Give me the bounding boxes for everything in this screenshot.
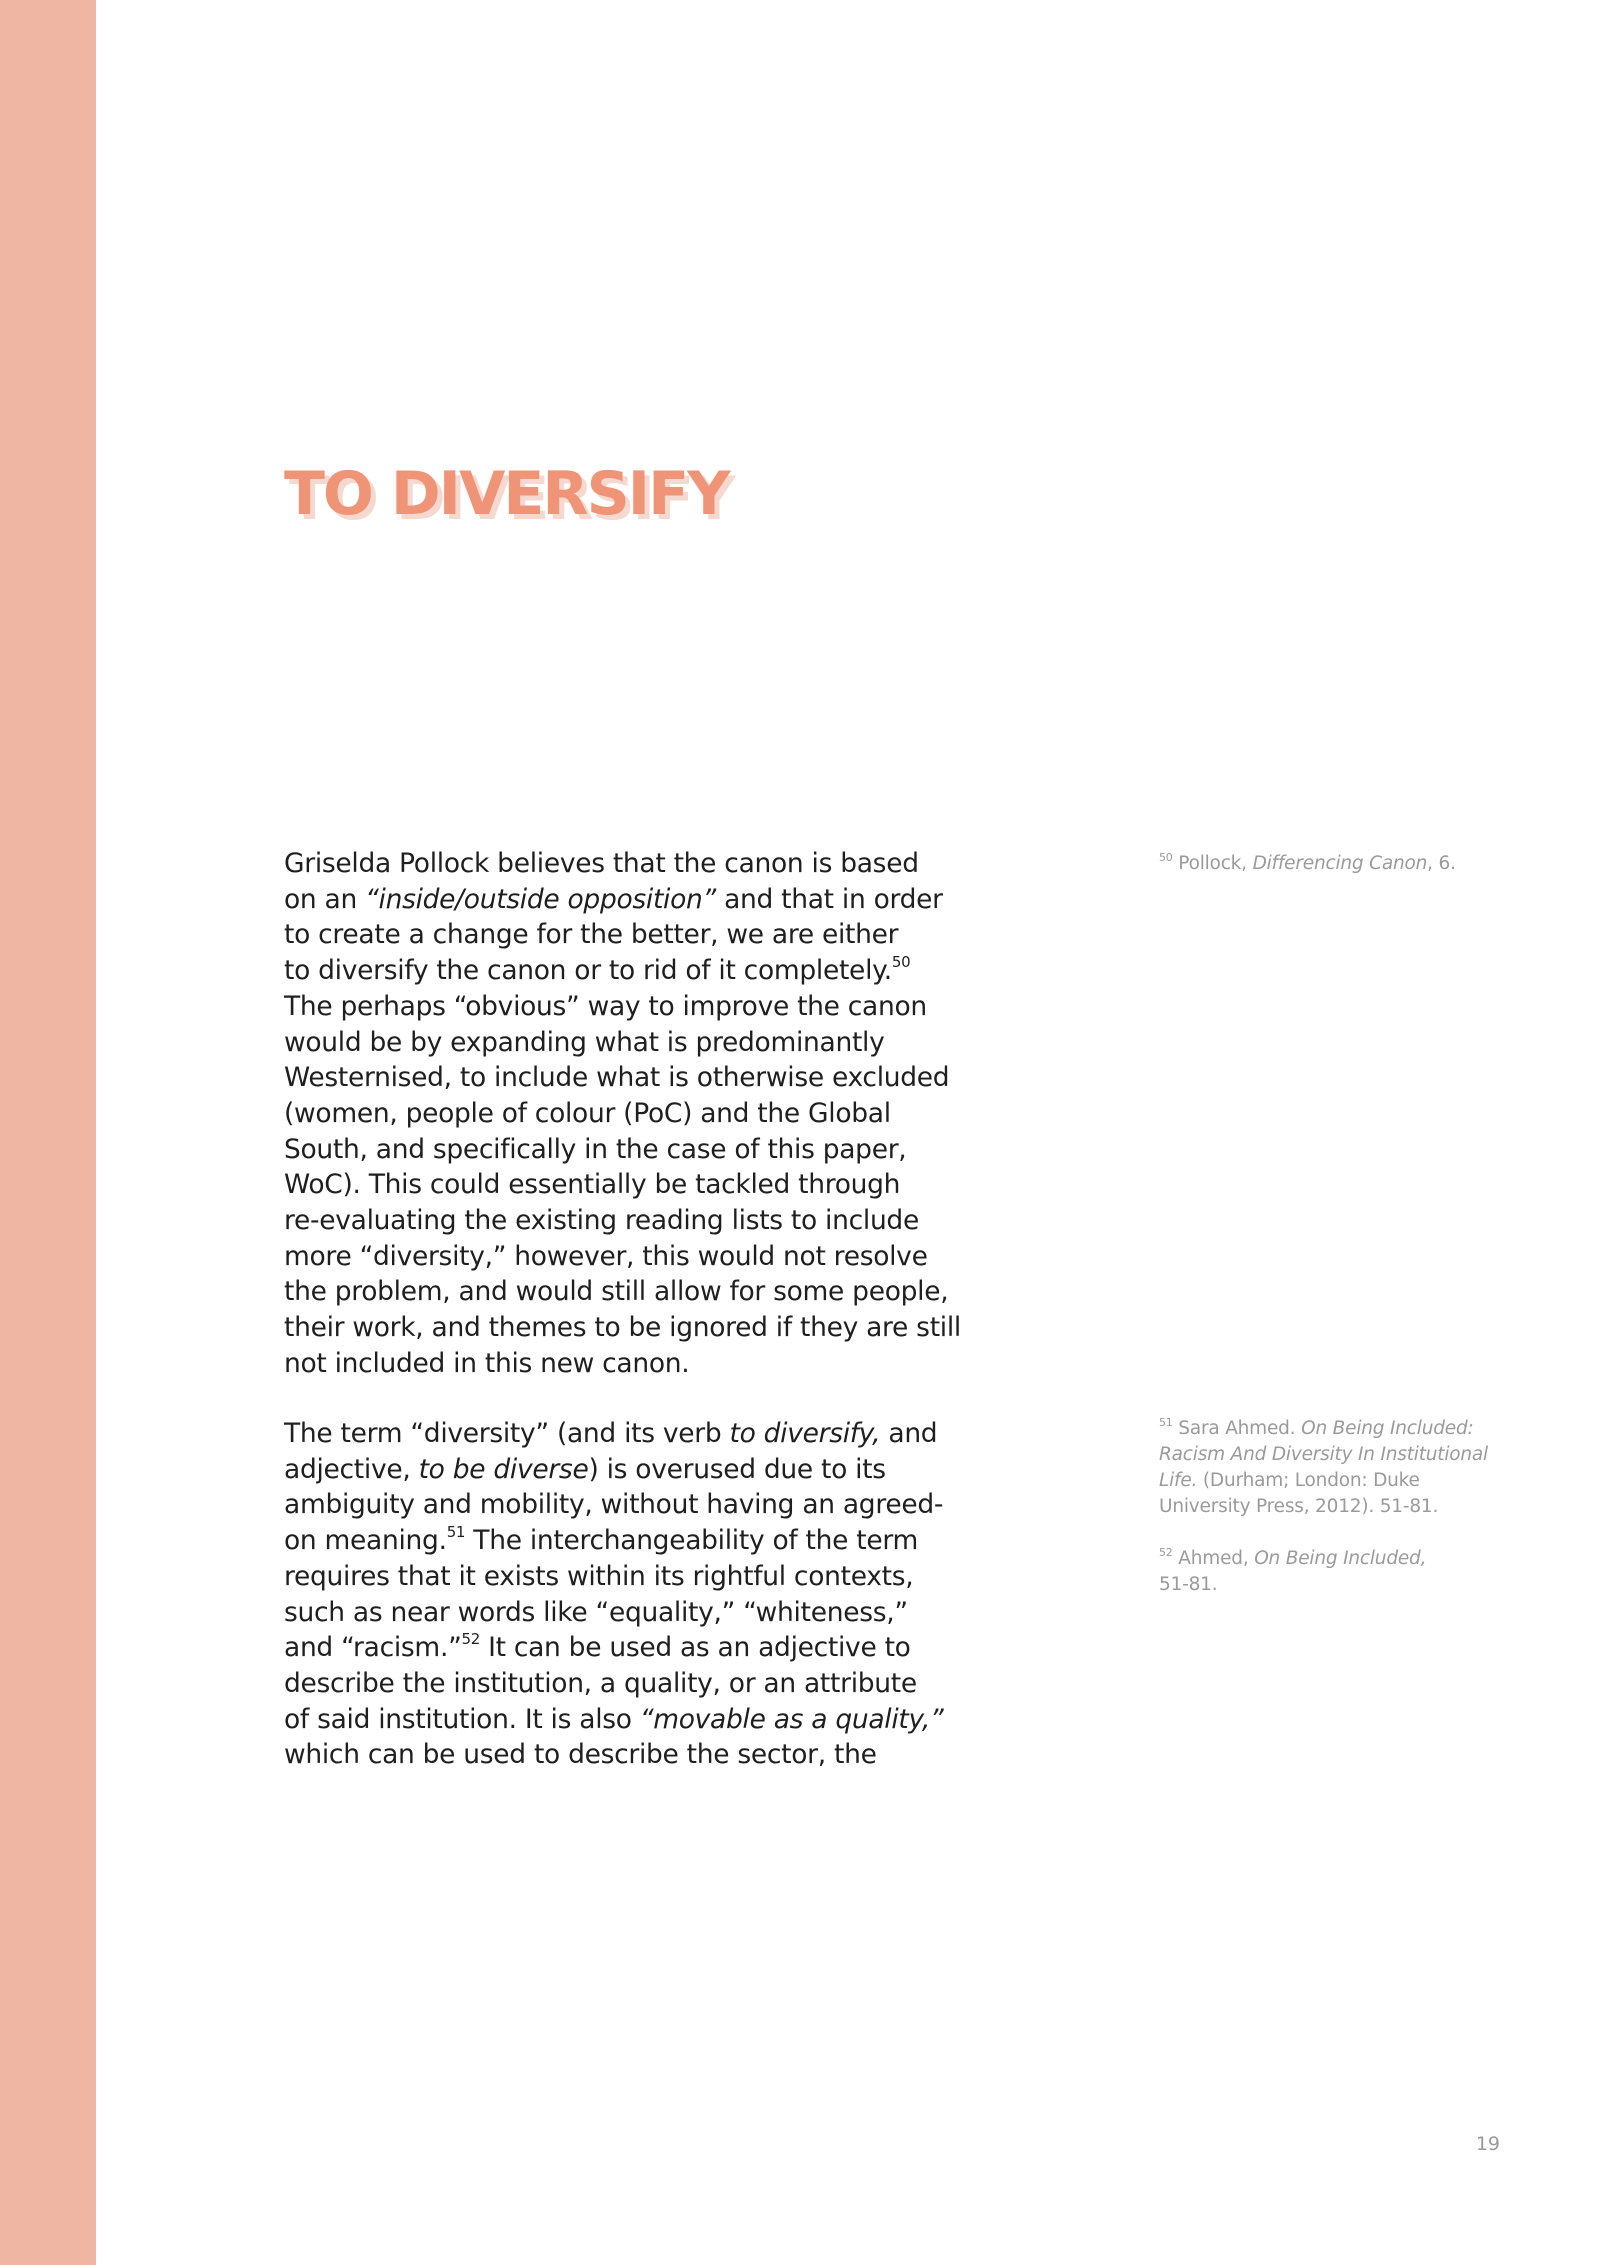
page-number: 19 — [1475, 2133, 1500, 2155]
text-line: ambiguity and mobility, without having an agreed- — [284, 1489, 944, 1521]
footnote-ref-50: 50 — [891, 953, 911, 972]
text-line: on an “inside/outside opposition” and that in order — [284, 883, 943, 915]
emphasis-quote: “inside/outside opposition” — [365, 883, 716, 915]
text-line: which can be used to describe the sector, the — [284, 1739, 877, 1771]
text-line: The term “diversity” (and its verb to diversify, and — [284, 1418, 938, 1449]
text-line: the problem, and would still allow for some people, — [284, 1276, 949, 1308]
footnote-line: University Press, 2012). 51-81. — [1159, 1496, 1439, 1517]
text-line: and “racism.”$^{52}$ It can be used as an adjective to — [284, 1630, 911, 1664]
footnote-number: 51 — [1159, 1415, 1173, 1429]
text-line: Griselda Pollock believes that the canon is based — [284, 848, 919, 879]
text-line: requires that it exists within its rightful contexts, — [284, 1560, 914, 1592]
text-line: re-evaluating the existing reading lists to include — [284, 1205, 919, 1237]
body-paragraph-2 — [284, 1416, 984, 1773]
text-line: describe the institution, a quality, or an attribute — [284, 1667, 917, 1699]
footnote-ref-51: 51 — [446, 1523, 466, 1542]
footnote-title: Differencing Canon — [1252, 853, 1428, 874]
footnote-number: 50 — [1159, 850, 1173, 864]
emphasis-quote: “movable as a quality,” — [639, 1703, 944, 1735]
emphasis-term: to be diverse — [418, 1453, 589, 1485]
footnote-title: On Being Included: — [1301, 1418, 1474, 1439]
text-line: more “diversity,” however, this would not resolve — [284, 1240, 928, 1272]
footnote-number: 52 — [1159, 1545, 1173, 1559]
text-line: to create a change for the better, we are either — [284, 919, 899, 951]
text-line: (women, people of colour (PoC) and the Global — [284, 1097, 891, 1129]
footnote-title: Racism And Diversity In Institutional — [1159, 1444, 1488, 1465]
footnote-title: Life. — [1159, 1470, 1198, 1491]
body-paragraph-1 — [284, 846, 984, 1382]
text-line: not included in this new canon. — [284, 1347, 690, 1379]
footnote-52: $^{52}$ Ahmed, On Being Included, 51-81. — [1159, 1546, 1519, 1598]
footnote-title: On Being Included, — [1254, 1548, 1427, 1569]
text-line: Westernised, to include what is otherwise excluded — [284, 1062, 950, 1094]
text-line: their work, and themes to be ignored if they are still — [284, 1312, 961, 1344]
footnote-ref-52: 52 — [461, 1630, 480, 1649]
side-color-band — [0, 0, 96, 2265]
section-title: TO DIVERSIFY — [284, 459, 729, 529]
text-line: adjective, to be diverse) is overused due to its — [284, 1453, 886, 1485]
text-line: The perhaps “obvious” way to improve the canon — [284, 990, 927, 1022]
text-line: WoC). This could essentially be tackled through — [284, 1169, 901, 1201]
footnote-line: 51-81. — [1159, 1574, 1218, 1595]
footnote-51: $^{51}$ Sara Ahmed. On Being Included: Racism And Diversity In Institutional Life. (Durham; London: Duke University Press, 2012). 51-81. — [1159, 1416, 1519, 1520]
text-line: such as near words like “equality,” “whiteness,” — [284, 1596, 908, 1628]
text-line: South, and specifically in the case of this paper, — [284, 1133, 907, 1165]
text-line: on meaning.$^{51}$ The interchangeability of the term — [284, 1523, 918, 1557]
emphasis-term: to diversify, — [729, 1418, 881, 1449]
text-line: would be by expanding what is predominantly — [284, 1026, 885, 1058]
text-line: of said institution. It is also “movable as a quality,” — [284, 1703, 944, 1735]
footnote-50: $^{50}$ Pollock, Differencing Canon, 6. — [1159, 850, 1456, 874]
text-line: to diversify the canon or to rid of it completely.$^{50}$ — [284, 953, 911, 987]
